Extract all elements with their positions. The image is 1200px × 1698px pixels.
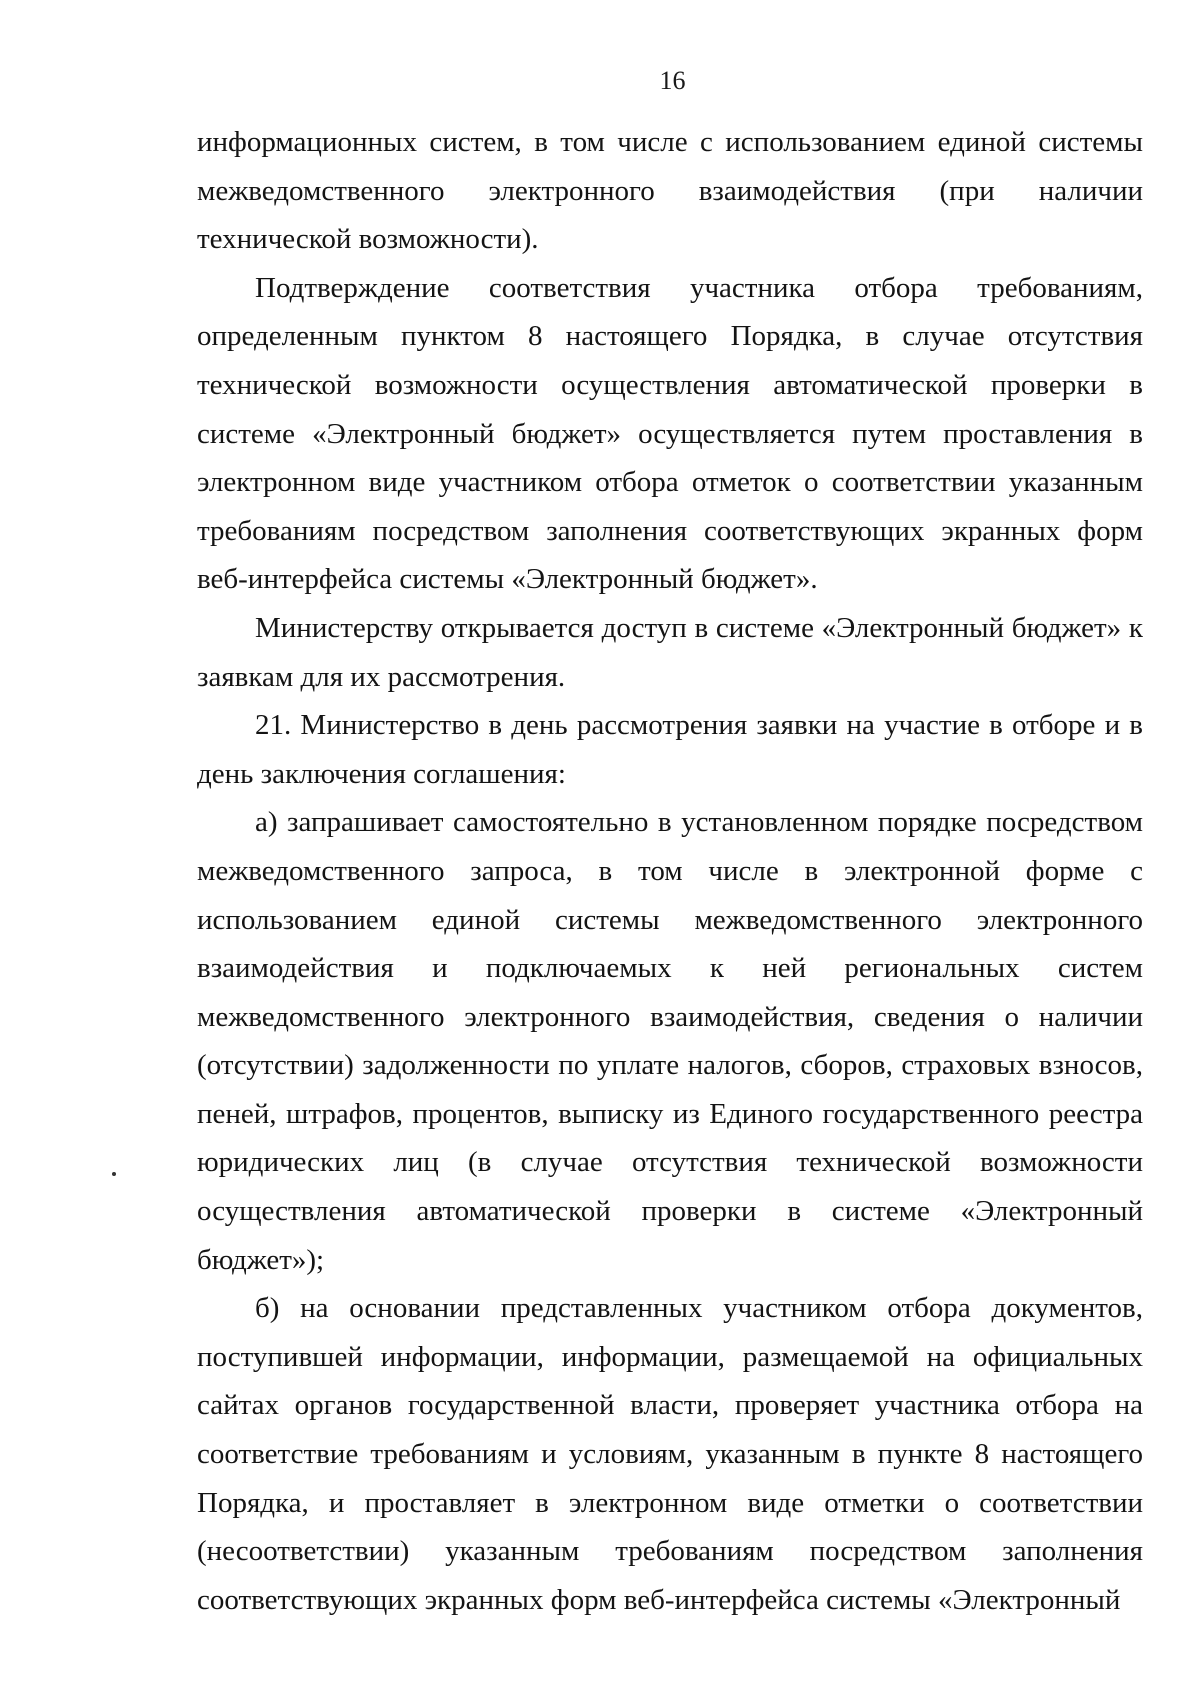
scan-artifact-dot <box>112 1172 116 1176</box>
paragraph-ministry-access: Министерству открывается доступ в системе «Электронный бюджет» к заявкам для их рассмотрения. <box>197 611 1143 693</box>
paragraph-item-21: 21. Министерство в день рассмотрения заявки на участие в отборе и в день заключения соглашения: <box>197 709 1143 790</box>
paragraph-confirmation: Подтверждение соответствия участника отбора требованиям, определенным пунктом 8 настоящего Порядка, в случае отсутствия технической возможности осуществления автоматической проверки в системе «Электронный бюджет» осуществляется путем проставления в электронном виде участником отбора отметок о соответствии указанным требованиям посредством заполнения соответствующих экранных форм веб-интерфейса системы «Электронный бюджет». <box>197 271 1143 596</box>
paragraph-subitem-a: а) запрашивает самостоятельно в установленном порядке посредством межведомственного запроса, в том числе в электронной форме с использованием единой системы межведомственного электронного взаимодействия и подключаемых к ней региональных систем межведомственного электронного взаимодействия, сведения о наличии (отсутствии) задолженности по уплате налогов, сборов, страховых взносов, пеней, штрафов, процентов, выписку из Единого государственного реестра юридических лиц (в случае отсутствия технической возможности осуществления автоматической проверки в системе «Электронный бюджет»); <box>197 806 1143 1276</box>
paragraph-subitem-b: б) на основании представленных участником отбора документов, поступившей информации, информации, размещаемой на официальных сайтах органов государственной власти, проверяет участника отбора на соответствие требованиям и условиям, указанным в пункте 8 настоящего Порядка, и проставляет в электронном виде отметки о соответствии (несоответствии) указанным требованиям посредством заполнения соответствующих экранных форм веб-интерфейса системы «Электронный <box>197 1292 1143 1616</box>
paragraph-continuation: информационных систем, в том числе с использованием единой системы межведомственного электронного взаимодействия (при наличии технической возможности). <box>197 126 1143 256</box>
page-number: 16 <box>659 66 686 95</box>
document-body <box>197 118 1143 1624</box>
